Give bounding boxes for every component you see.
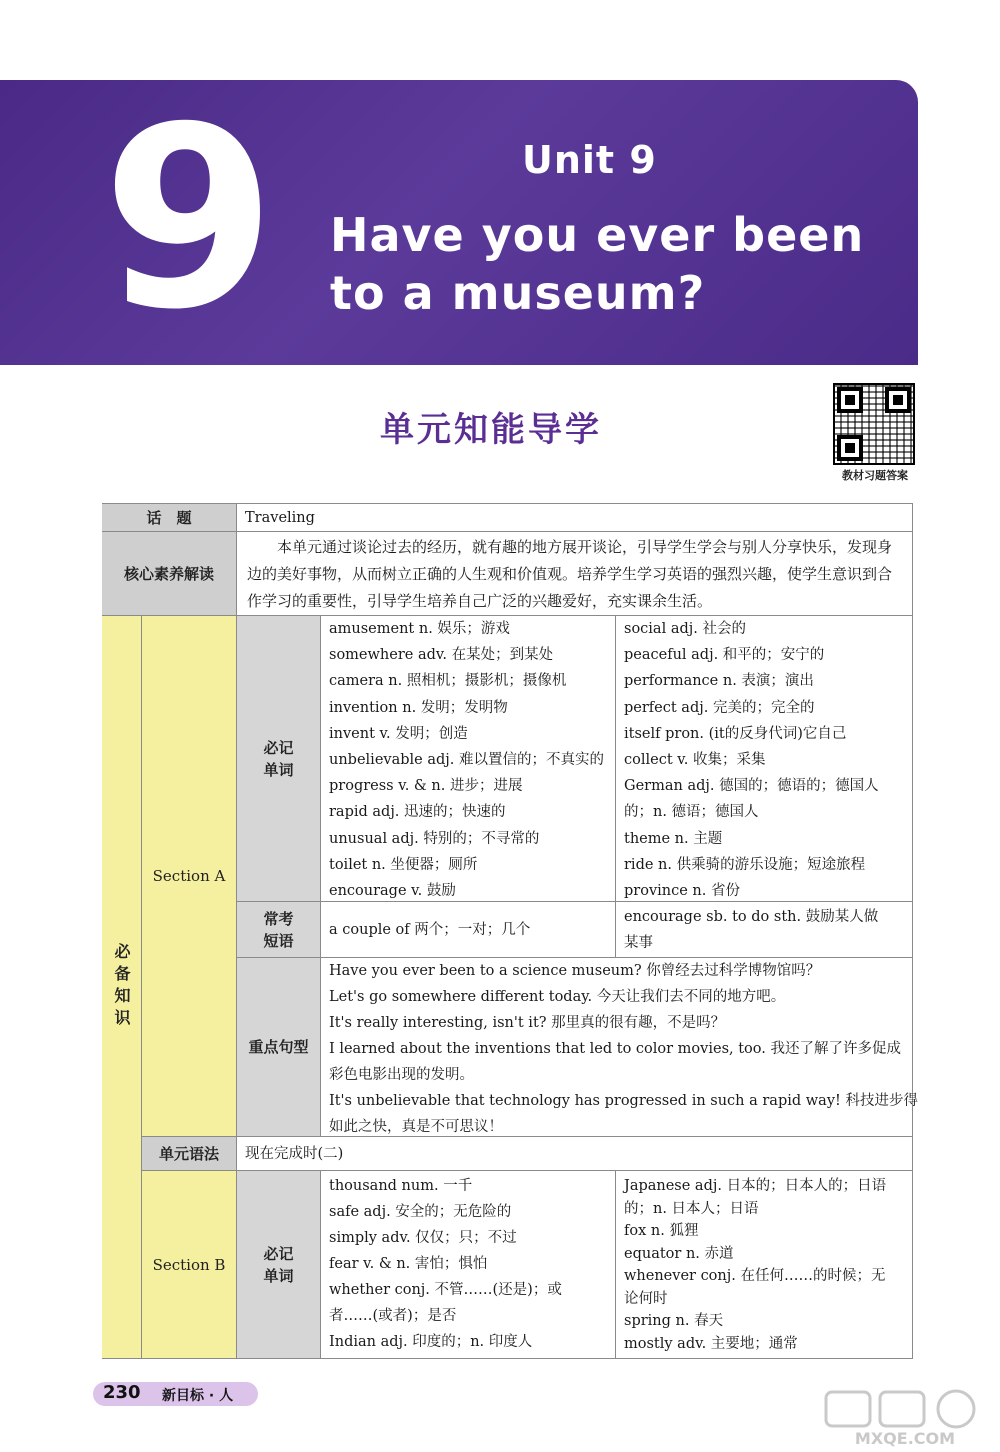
required-knowledge-label: 必备知识 (102, 616, 142, 1359)
watermark-logo-icon (820, 1388, 990, 1448)
section-b-label: Section B (142, 1171, 237, 1359)
vocab-item: province n. 省份 (624, 883, 740, 900)
vocab-item: invent v. 发明；创造 (329, 725, 468, 742)
literacy-text: 本单元通过谈论过去的经历，就有趣的地方展开谈论，引导学生学会与别人分享快乐，发现身边的美好事物，从而树立正确的人生观和价值观。培养学生学习英语的强烈兴趣，使学生意识到合作学习的重要性，引导学生培养自己广泛的兴趣爱好，充实课余生活。 (237, 532, 913, 616)
section-b-vocab-left (321, 1171, 616, 1359)
vocab-item: safe adj. 安全的；无危险的 (329, 1204, 512, 1220)
section-b-vocab-label: 必记 单词 (237, 1171, 321, 1359)
vocab-item: equator n. 赤道 (624, 1245, 734, 1262)
vocab-item: spring n. 春天 (624, 1313, 724, 1329)
vocab-item: whether conj. 不管……(还是)；或 (329, 1282, 562, 1298)
vocab-item: 论何时 (624, 1290, 668, 1307)
qr-caption: 教材习题答案 (842, 469, 908, 482)
grammar-label: 单元语法 (142, 1137, 237, 1171)
sentence-line: Let's go somewhere different today. 今天让我们去不同的地方吧。 (329, 989, 786, 1005)
vocab-item: Indian adj. 印度的；n. 印度人 (329, 1334, 533, 1350)
vocab-item: progress v. & n. 进步；进展 (329, 778, 523, 795)
sentence-line: I learned about the inventions that led to color movies, too. 我还了解了许多促成 (329, 1041, 901, 1057)
vocab-item: fear v. & n. 害怕；惧怕 (329, 1256, 488, 1272)
sentence-line: It's unbelievable that technology has progressed in such a rapid way! 科技进步得 (329, 1093, 918, 1109)
vocab-item: encourage v. 鼓励 (329, 883, 456, 900)
vocab-item: camera n. 照相机；摄影机；摄像机 (329, 673, 567, 690)
section-a-vocab-label: 必记 单词 (237, 616, 321, 902)
vocab-item: theme n. 主题 (624, 830, 723, 847)
sentence-line: 彩色电影出现的发明。 (329, 1067, 474, 1083)
section-a-label: Section A (142, 616, 237, 1137)
vocab-item: 的；n. 德语；德国人 (624, 804, 759, 821)
vocab-item: collect v. 收集；采集 (624, 752, 766, 769)
vocab-item: thousand num. 一千 (329, 1178, 473, 1194)
vocab-item: itself pron. (it的反身代词)它自己 (624, 725, 847, 742)
vocab-item: unbelievable adj. 难以置信的；不真实的 (329, 752, 604, 769)
sentence-line: Have you ever been to a science museum? 你曾经去过科学博物馆吗？ (329, 963, 821, 979)
section-a-vocab-right (616, 616, 913, 902)
vocab-item: German adj. 德国的；德语的；德国人 (624, 778, 879, 795)
section-a-phrase-right: encourage sb. to do sth. 鼓励某人做 某事 (616, 902, 913, 958)
section-a-vocab-left (321, 616, 616, 902)
vocab-item: social adj. 社会的 (624, 621, 746, 637)
vocab-item: mostly adv. 主要地；通常 (624, 1335, 798, 1352)
svg-text:MXQE.COM: MXQE.COM (854, 1429, 956, 1448)
topic-label: 话 题 (102, 504, 237, 532)
vocab-item: perfect adj. 完美的；完全的 (624, 699, 815, 716)
unit-title-line-1: Have you ever been (330, 208, 865, 262)
section-a-phrase-left: a couple of 两个；一对；几个 (321, 902, 616, 958)
vocab-item: unusual adj. 特别的；不寻常的 (329, 830, 540, 847)
vocab-item: Japanese adj. 日本的；日本人的；日语 (624, 1178, 887, 1194)
section-a-sentences (321, 958, 918, 1137)
section-b-vocab-right (616, 1171, 913, 1359)
sentence-line: It's really interesting, isn't it? 那里真的很有趣，不是吗？ (329, 1015, 726, 1031)
sentence-line: 如此之快，真是不可思议！ (329, 1119, 503, 1135)
qr-code-icon[interactable] (833, 383, 915, 465)
literacy-label: 核心素养解读 (102, 532, 237, 616)
grammar-value: 现在完成时(二) (237, 1137, 913, 1171)
vocab-item: whenever conj. 在任何……的时候；无 (624, 1268, 886, 1284)
page-number: 230 (103, 1382, 141, 1403)
vocab-item: ride n. 供乘骑的游乐设施；短途旅程 (624, 856, 866, 873)
vocab-item: peaceful adj. 和平的；安宁的 (624, 647, 825, 664)
vocab-item: amusement n. 娱乐；游戏 (329, 621, 510, 637)
section-a-sentence-label: 重点句型 (237, 958, 321, 1137)
vocab-item: 者……(或者)；是否 (329, 1308, 457, 1324)
vocab-item: fox n. 狐狸 (624, 1223, 699, 1239)
unit-title-line-2: to a museum? (330, 266, 706, 320)
vocab-item: rapid adj. 迅速的；快速的 (329, 804, 506, 821)
vocab-item: performance n. 表演；演出 (624, 673, 814, 690)
vocab-item: somewhere adv. 在某处；到某处 (329, 647, 554, 664)
vocab-item: 的；n. 日本人；日语 (624, 1200, 759, 1217)
section-heading: 单元知能导学 (380, 410, 602, 450)
unit-number: 9 (102, 73, 276, 364)
vocab-item: toilet n. 坐便器；厕所 (329, 856, 478, 873)
unit-label: Unit 9 (522, 138, 657, 182)
vocab-item: simply adv. 仅仅；只；不过 (329, 1230, 517, 1246)
book-name: 新目标 · 人 (162, 1388, 234, 1404)
vocab-item: invention n. 发明；发明物 (329, 699, 508, 716)
topic-value: Traveling (237, 504, 913, 532)
section-a-phrase-label: 常考 短语 (237, 902, 321, 958)
